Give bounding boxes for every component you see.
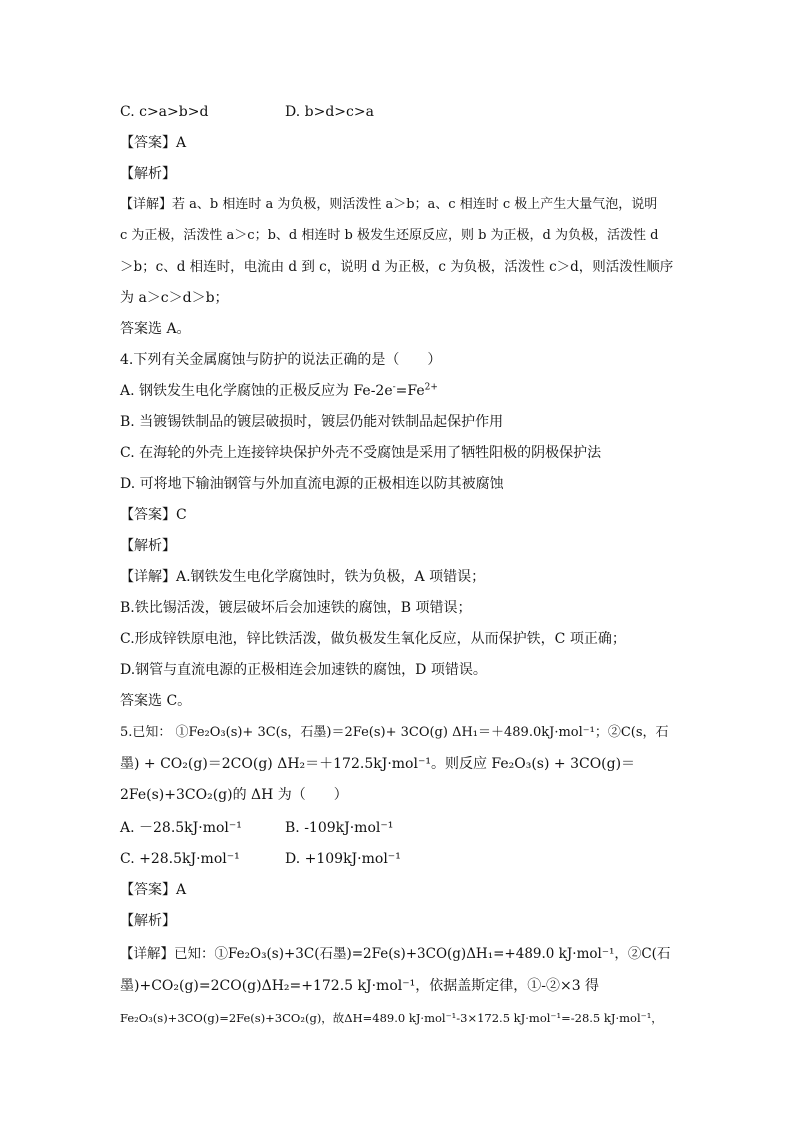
q4-detail-line: D.钢管与直流电源的正极相连会加速铁的腐蚀，D 项错误。 xyxy=(120,662,487,678)
q4-option-b: B. 当镀锡铁制品的镀层破损时，镀层仍能对铁制品起保护作用 xyxy=(120,414,504,430)
q4-detail-line: 【详解】A.钢铁发生电化学腐蚀时，铁为负极，A 项错误； xyxy=(120,569,486,585)
q4-option-a: A. 钢铁发生电化学腐蚀的正极反应为 $Fe-2e^-=Fe^{2+}$ xyxy=(120,382,438,399)
q4-detail-line: B.铁比锡活泼，镀层破坏后会加速铁的腐蚀，B 项错误； xyxy=(120,600,472,616)
q5-stem-line: 5.已知： ①Fe₂O₃(s)+ 3C(s，石墨)＝2Fe(s)+ 3CO(g) ΔH₁＝＋489.0kJ·mol⁻¹；②C(s，石 xyxy=(120,725,669,740)
q3-detail-line: c 为正极，活泼性 a＞c；b、d 相连时 b 极发生还原反应，则 b 为正极，d 为负极，活泼性 d xyxy=(120,228,659,243)
q4-stem: 4.下列有关金属腐蚀与防护的说法正确的是（ ） xyxy=(120,352,442,368)
q3-option-c: C. c>a>b>d xyxy=(120,104,209,120)
q5-detail-line: Fe₂O₃(s)+3CO(g)=2Fe(s)+3CO₂(g)，故ΔH=489.0 kJ·mol⁻¹-3×172.5 kJ·mol⁻¹=-28.5 kJ·mol⁻¹， xyxy=(120,1011,663,1025)
q4-conclusion: 答案选 C。 xyxy=(120,693,192,709)
q5-options-row-2 xyxy=(120,849,676,869)
q4-analysis-heading: 【解析】 xyxy=(120,538,176,554)
q4-answer: 【答案】C xyxy=(120,507,187,523)
q4-detail-line: C.形成锌铁原电池，锌比铁活泼，做负极发生氧化反应，从而保护铁，C 项正确； xyxy=(120,631,626,647)
q5-answer: 【答案】A xyxy=(120,882,187,898)
q3-detail-line: 为 a＞c＞d＞b； xyxy=(120,290,229,306)
q5-option-c: C. +28.5kJ·mol⁻¹ xyxy=(120,851,240,867)
q5-option-b: B. -109kJ·mol⁻¹ xyxy=(285,820,394,836)
q3-options-row xyxy=(120,102,676,122)
q5-option-a: A. －28.5kJ·mol⁻¹ xyxy=(120,820,242,836)
q5-stem-line: 墨) + CO₂(g)＝2CO(g) ΔH₂＝＋172.5kJ·mol⁻¹。则反应 Fe₂O₃(s) + 3CO(g)＝ xyxy=(120,756,636,772)
q3-detail-line: 【详解】若 a、b 相连时 a 为负极，则活泼性 a＞b；a、c 相连时 c 极上产生大量气泡，说明 xyxy=(120,197,658,212)
q4-option-c: C. 在海轮的外壳上连接锌块保护外壳不受腐蚀是采用了牺牲阳极的阴极保护法 xyxy=(120,445,602,461)
q3-option-d: D. b>d>c>a xyxy=(285,104,374,120)
q5-options-row-1 xyxy=(120,818,676,838)
q5-analysis-heading: 【解析】 xyxy=(120,913,176,929)
q5-detail-line: 墨)+CO₂(g)=2CO(g)ΔH₂=+172.5 kJ·mol⁻¹，依据盖斯定律，①-②×3 得 xyxy=(120,978,600,994)
q4-option-d: D. 可将地下输油钢管与外加直流电源的正极相连以防其被腐蚀 xyxy=(120,476,504,492)
q5-stem-line: 2Fe(s)+3CO₂(g)的 ΔH 为（ ） xyxy=(120,787,348,803)
q3-answer: 【答案】A xyxy=(120,135,187,151)
q3-conclusion: 答案选 A。 xyxy=(120,321,191,337)
q3-detail-line: ＞b；c、d 相连时，电流由 d 到 c，说明 d 为正极，c 为负极，活泼性 c＞d，则活泼性顺序 xyxy=(120,259,674,275)
q3-analysis-heading: 【解析】 xyxy=(120,166,176,182)
q5-option-d: D. +109kJ·mol⁻¹ xyxy=(285,851,401,867)
q5-detail-line: 【详解】已知：①Fe₂O₃(s)+3C(石墨)=2Fe(s)+3CO(g)ΔH₁=+489.0 kJ·mol⁻¹，②C(石 xyxy=(120,946,671,962)
